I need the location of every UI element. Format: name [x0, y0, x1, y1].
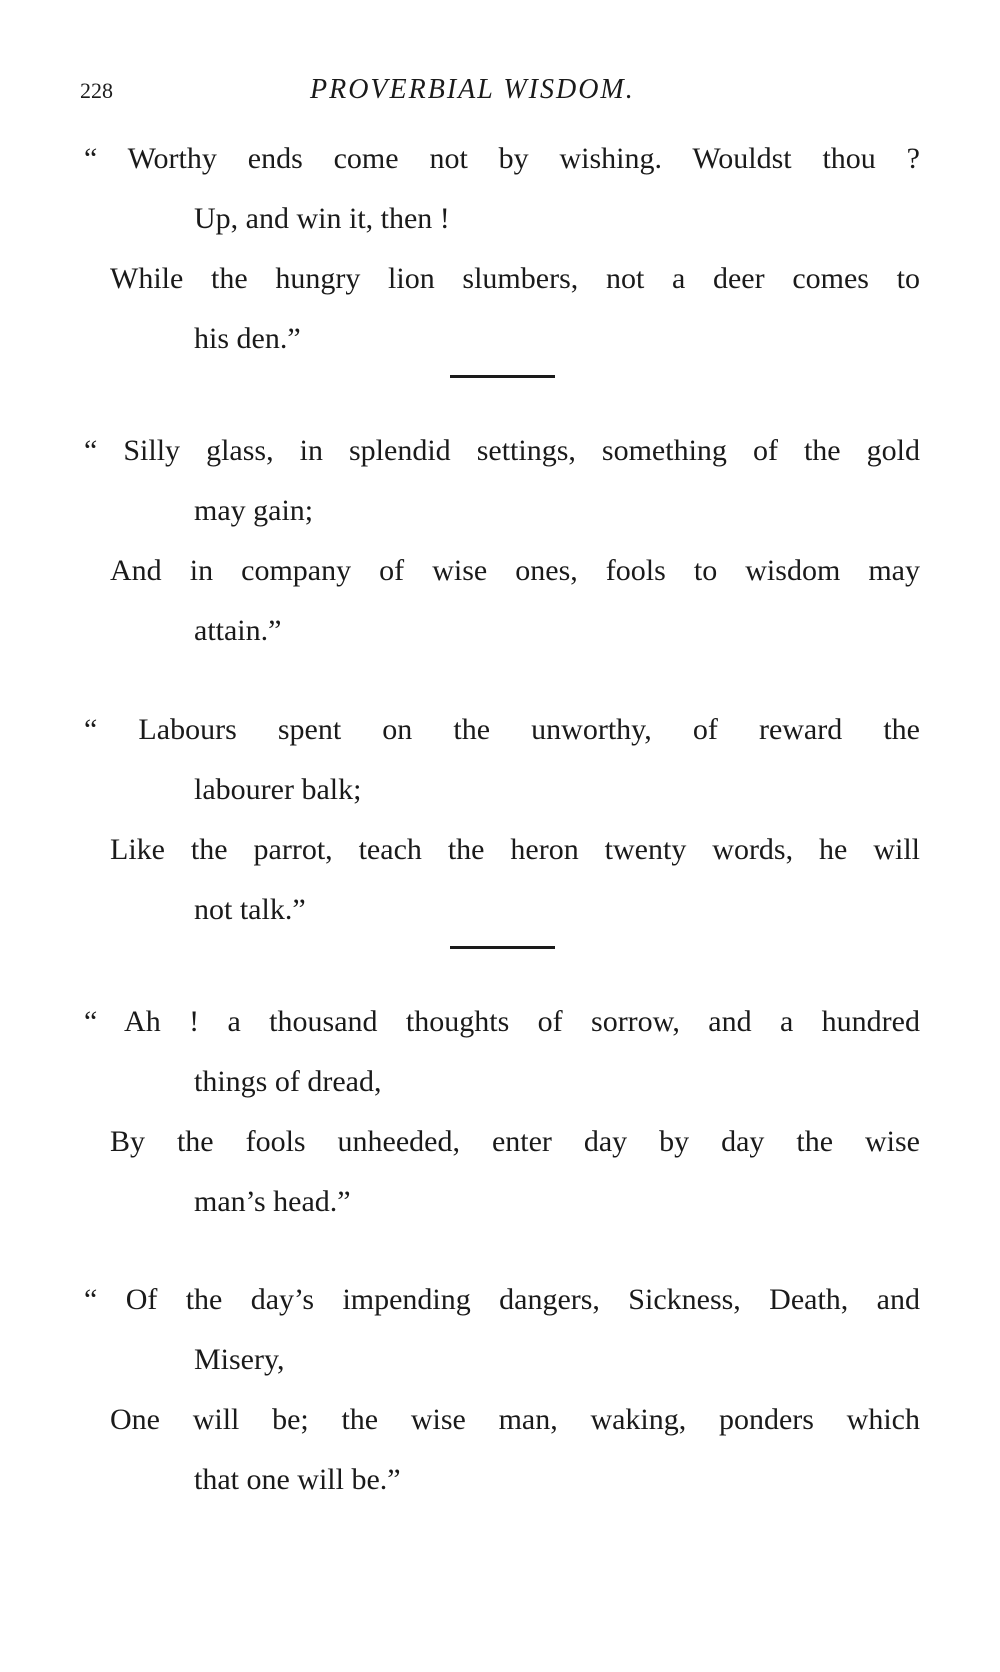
verse-line: “ Silly glass, in splendid settings, something of the gold: [84, 434, 920, 467]
verse-line: “ Ah ! a thousand thoughts of sorrow, and a hundred: [84, 1005, 920, 1038]
verse-line: While the hungry lion slumbers, not a deer comes to: [110, 262, 920, 295]
page-number: 228: [80, 78, 113, 103]
running-title: PROVERBIAL WISDOM.: [310, 74, 635, 105]
verse-line: And in company of wise ones, fools to wisdom may: [110, 554, 920, 587]
verse-line: Like the parrot, teach the heron twenty words, he will: [110, 833, 920, 866]
verse-line-continuation: Up, and win it, then !: [194, 202, 450, 235]
verse-line: “ Worthy ends come not by wishing. Wouldst thou ?: [84, 142, 920, 175]
verse-line-continuation: labourer balk;: [194, 773, 362, 806]
page-header: [80, 74, 930, 114]
verse-line: One will be; the wise man, waking, ponders which: [110, 1403, 920, 1436]
verse-line-continuation: not talk.”: [194, 893, 306, 926]
section-divider: [450, 375, 555, 378]
verse-line-continuation: may gain;: [194, 494, 314, 527]
verse-line-continuation: Misery,: [194, 1343, 285, 1376]
verse-line-continuation: man’s head.”: [194, 1185, 351, 1218]
section-divider: [450, 946, 555, 949]
verse-line: By the fools unheeded, enter day by day the wise: [110, 1125, 920, 1158]
verse-line-continuation: his den.”: [194, 322, 301, 355]
verse-line-continuation: that one will be.”: [194, 1463, 401, 1496]
verse-line: “ Labours spent on the unworthy, of reward the: [84, 713, 920, 746]
verse-line-continuation: attain.”: [194, 614, 282, 647]
verse-line: “ Of the day’s impending dangers, Sickness, Death, and: [84, 1283, 920, 1316]
verse-line-continuation: things of dread,: [194, 1065, 382, 1098]
